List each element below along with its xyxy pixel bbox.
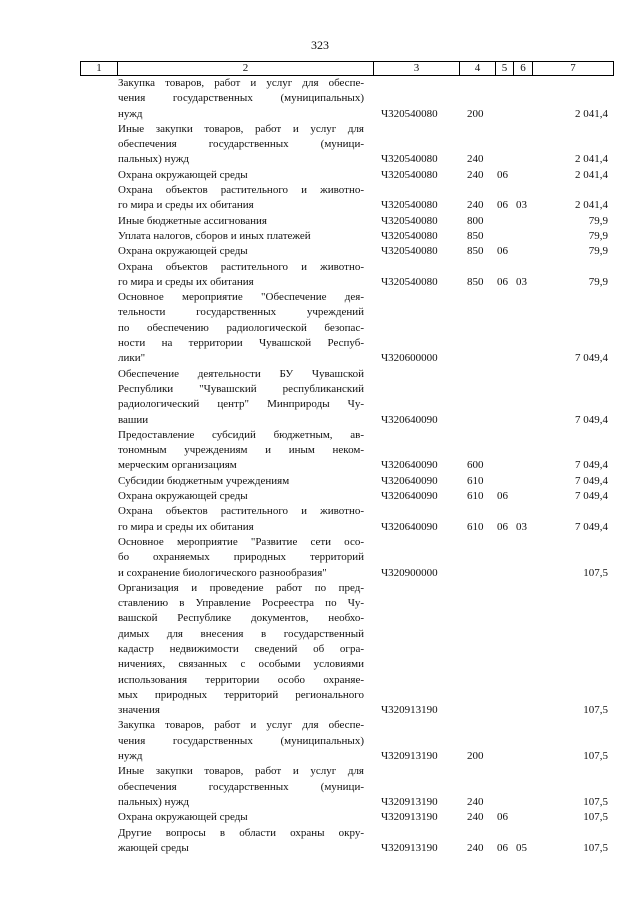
table-row	[0, 244, 640, 259]
row-name-line: использования территории особо охраняе-	[118, 673, 364, 686]
row-name	[118, 168, 364, 183]
table-row	[0, 826, 640, 857]
row-name	[118, 122, 364, 168]
row-name-line: лики"	[118, 352, 146, 365]
row-name	[118, 214, 364, 229]
row-name-line: Организация и проведение работ по пред-	[118, 581, 364, 594]
row-sum: 7 049,4	[575, 520, 608, 533]
row-pr: 05	[516, 841, 527, 854]
row-vr: 240	[467, 153, 484, 166]
row-code: Ч320913190	[381, 841, 438, 854]
table-row	[0, 214, 640, 229]
row-name-line: нужд	[118, 750, 143, 763]
row-sum: 79,9	[588, 229, 608, 242]
row-name-line: жающей среды	[118, 841, 189, 854]
row-sum: 2 041,4	[575, 199, 608, 212]
header-col-4: 4	[460, 62, 496, 75]
row-rz: 06	[497, 245, 508, 258]
table-row	[0, 810, 640, 825]
table-row	[0, 718, 640, 764]
row-name	[118, 826, 364, 857]
row-name	[118, 260, 364, 291]
row-sum: 79,9	[588, 214, 608, 227]
row-name-line: Охрана окружающей среды	[118, 245, 248, 258]
row-code: Ч320540080	[381, 229, 438, 242]
row-name-line: Охрана окружающей среды	[118, 168, 248, 181]
row-name	[118, 474, 364, 489]
table-row	[0, 504, 640, 535]
row-name-line: и сохранение биологического разнообразия"	[118, 566, 327, 579]
row-name-line: нужд	[118, 107, 143, 120]
row-vr: 800	[467, 214, 484, 227]
row-vr: 240	[467, 841, 484, 854]
row-code: Ч320913190	[381, 704, 438, 717]
row-name-line: обеспечения государственных (муници-	[118, 138, 364, 151]
row-name-line: бо охраняемых природных территорий	[118, 551, 364, 564]
row-code: Ч320540080	[381, 199, 438, 212]
row-name-line: го мира и среды их обитания	[118, 520, 254, 533]
table-row	[0, 76, 640, 122]
row-rz: 06	[497, 168, 508, 181]
row-name-line: Закупка товаров, работ и услуг для обеспе-	[118, 719, 364, 732]
row-name-line: тономным учреждениям и иным неком-	[118, 444, 364, 457]
row-vr: 610	[467, 490, 484, 503]
row-name-line: Иные закупки товаров, работ и услуг для	[118, 765, 364, 778]
row-pr: 03	[516, 199, 527, 212]
row-name-line: Охрана объектов растительного и животно-	[118, 260, 364, 273]
header-col-1: 1	[80, 62, 118, 75]
row-vr: 240	[467, 795, 484, 808]
row-rz: 06	[497, 275, 508, 288]
row-name-line: значения	[118, 704, 160, 717]
row-name-line: Иные закупки товаров, работ и услуг для	[118, 122, 364, 135]
row-sum: 2 041,4	[575, 168, 608, 181]
row-name-line: Другие вопросы в области охраны окру-	[118, 826, 364, 839]
row-vr: 610	[467, 520, 484, 533]
table-row	[0, 122, 640, 168]
row-name-line: кадастр недвижимости сведений об огра-	[118, 642, 364, 655]
table-row	[0, 474, 640, 489]
row-name-line: Основное мероприятие "Обеспечение дея-	[118, 291, 364, 304]
row-sum: 107,5	[583, 750, 608, 763]
row-name	[118, 183, 364, 214]
row-rz: 06	[497, 490, 508, 503]
header-col-3: 3	[374, 62, 460, 75]
row-name-line: обеспечения государственных (муници-	[118, 780, 364, 793]
row-vr: 850	[467, 245, 484, 258]
row-sum: 7 049,4	[575, 459, 608, 472]
row-pr: 03	[516, 275, 527, 288]
row-name-line: го мира и среды их обитания	[118, 275, 254, 288]
table-row	[0, 168, 640, 183]
row-vr: 610	[467, 474, 484, 487]
row-rz: 06	[497, 841, 508, 854]
row-sum: 107,5	[583, 841, 608, 854]
table-row	[0, 535, 640, 581]
row-name	[118, 764, 364, 810]
row-name	[118, 428, 364, 474]
row-name-line: Охрана окружающей среды	[118, 811, 248, 824]
row-sum: 107,5	[583, 811, 608, 824]
row-sum: 79,9	[588, 275, 608, 288]
table-header	[80, 61, 614, 76]
row-vr: 850	[467, 229, 484, 242]
row-code: Ч320640090	[381, 413, 438, 426]
row-name-line: Закупка товаров, работ и услуг для обеспе-	[118, 77, 364, 89]
row-name-line: ности на территории Чувашской Респуб-	[118, 337, 364, 350]
row-name-line: по обеспечению радиологической безопас-	[118, 321, 364, 334]
header-col-2: 2	[118, 62, 374, 75]
row-vr: 240	[467, 168, 484, 181]
row-rz: 06	[497, 811, 508, 824]
row-name-line: чения государственных (муниципальных)	[118, 734, 364, 747]
table-row	[0, 428, 640, 474]
row-name-line: Основное мероприятие "Развитие сети осо-	[118, 535, 364, 548]
row-code: Ч320640090	[381, 520, 438, 533]
table-row	[0, 290, 640, 366]
row-code: Ч320600000	[381, 352, 438, 365]
row-name-line: го мира и среды их обитания	[118, 199, 254, 212]
row-name	[118, 718, 364, 764]
row-name-line: Охрана объектов растительного и животно-	[118, 184, 364, 197]
row-name-line: ничениях, связанных с особыми условиями	[118, 658, 364, 671]
row-code: Ч320540080	[381, 275, 438, 288]
row-name	[118, 76, 364, 122]
row-name-line: радиологический центр" Минприроды Чу-	[118, 398, 364, 411]
row-name	[118, 535, 364, 581]
row-name-line: мерческим организациям	[118, 459, 237, 472]
row-name-line: Охрана окружающей среды	[118, 490, 248, 503]
table-row	[0, 581, 640, 719]
row-name-line: чения государственных (муниципальных)	[118, 92, 364, 105]
row-sum: 79,9	[588, 245, 608, 258]
row-code: Ч320540080	[381, 153, 438, 166]
header-col-6: 6	[514, 62, 533, 75]
row-vr: 240	[467, 811, 484, 824]
row-code: Ч320540080	[381, 245, 438, 258]
table-body	[0, 76, 640, 856]
row-name-line: мых природных территорий регионального	[118, 688, 364, 701]
row-name-line: Обеспечение деятельности БУ Чувашской	[118, 367, 364, 380]
row-code: Ч320540080	[381, 168, 438, 181]
row-name-line: димых для внесения в государственный	[118, 627, 364, 640]
row-name	[118, 581, 364, 719]
table-row	[0, 260, 640, 291]
row-name	[118, 810, 364, 825]
table-row	[0, 183, 640, 214]
row-name-line: Уплата налогов, сборов и иных платежей	[118, 229, 311, 242]
row-sum: 7 049,4	[575, 474, 608, 487]
table-row	[0, 229, 640, 244]
row-sum: 107,5	[583, 566, 608, 579]
row-name-line: тельности государственных учреждений	[118, 306, 364, 319]
row-sum: 107,5	[583, 704, 608, 717]
row-vr: 200	[467, 750, 484, 763]
row-vr: 850	[467, 275, 484, 288]
row-name-line: Предоставление субсидий бюджетным, ав-	[118, 428, 364, 441]
row-sum: 107,5	[583, 795, 608, 808]
row-name-line: Иные бюджетные ассигнования	[118, 214, 267, 227]
row-rz: 06	[497, 520, 508, 533]
row-name-line: вашии	[118, 413, 149, 426]
row-sum: 7 049,4	[575, 490, 608, 503]
row-sum: 7 049,4	[575, 413, 608, 426]
row-vr: 240	[467, 199, 484, 212]
row-name	[118, 290, 364, 366]
row-sum: 2 041,4	[575, 153, 608, 166]
row-name-line: Субсидии бюджетным учреждениям	[118, 474, 290, 487]
row-rz: 06	[497, 199, 508, 212]
row-code: Ч320640090	[381, 459, 438, 472]
row-code: Ч320540080	[381, 107, 438, 120]
row-name-line: вашской Республике документов, необхо-	[118, 612, 364, 625]
row-code: Ч320913190	[381, 811, 438, 824]
table-row	[0, 489, 640, 504]
table-row	[0, 764, 640, 810]
row-sum: 2 041,4	[575, 107, 608, 120]
row-name	[118, 489, 364, 504]
page-number: 323	[311, 38, 329, 52]
row-name-line: пальных) нужд	[118, 795, 190, 808]
row-name	[118, 244, 364, 259]
row-sum: 7 049,4	[575, 352, 608, 365]
row-pr: 03	[516, 520, 527, 533]
row-name-line: Охрана объектов растительного и животно-	[118, 505, 364, 518]
row-name	[118, 504, 364, 535]
row-vr: 200	[467, 107, 484, 120]
row-name	[118, 229, 364, 244]
row-name-line: Республики "Чувашский республиканский	[118, 382, 364, 395]
header-col-5: 5	[496, 62, 514, 75]
table-row	[0, 367, 640, 428]
header-col-7: 7	[533, 62, 614, 75]
row-name	[118, 367, 364, 428]
row-code: Ч320640090	[381, 490, 438, 503]
row-name-line: пальных) нужд	[118, 153, 190, 166]
row-code: Ч320540080	[381, 214, 438, 227]
row-code: Ч320913190	[381, 795, 438, 808]
row-code: Ч320913190	[381, 750, 438, 763]
row-code: Ч320900000	[381, 566, 438, 579]
row-code: Ч320640090	[381, 474, 438, 487]
row-name-line: ставлению в Управление Росреестра по Чу-	[118, 597, 364, 610]
row-vr: 600	[467, 459, 484, 472]
